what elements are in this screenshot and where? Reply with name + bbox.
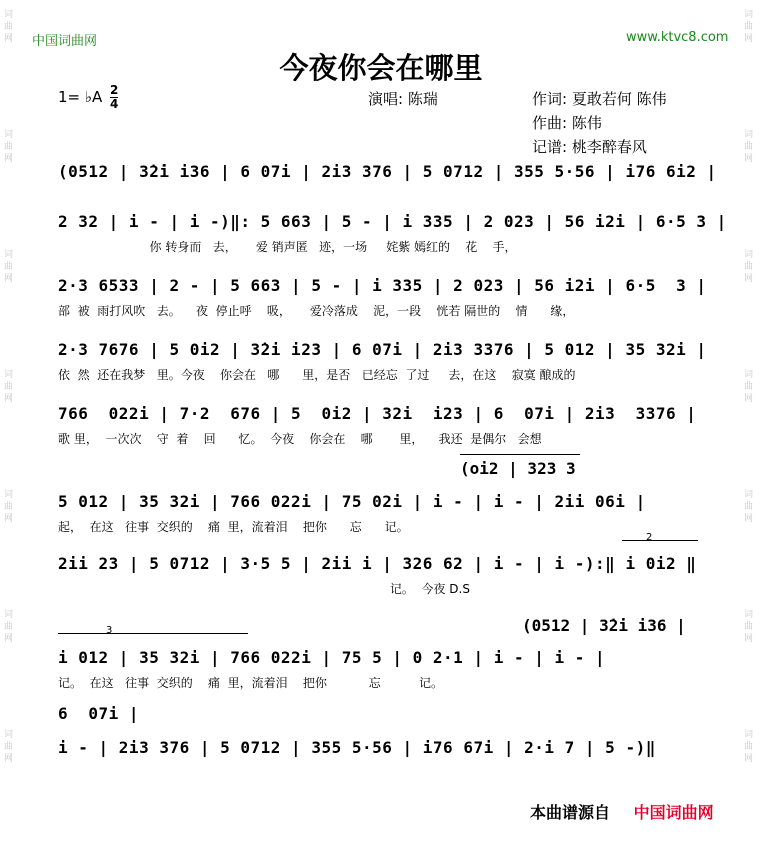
side-mark: 词: [744, 250, 754, 260]
notation: i 012 | 35 32i | 766 022i | 75 5 | 0 2·1 | i - | i - |: [58, 648, 606, 667]
footer-source: [530, 800, 714, 823]
side-mark: 词: [4, 130, 14, 140]
repeat-bracket-text: (oi2 | 323 3: [460, 459, 576, 478]
side-mark: 词: [744, 490, 754, 500]
third-ending-number: 3: [106, 625, 113, 636]
score-line-2: [0, 212, 762, 272]
lyrics: 依 然 还在我梦 里。今夜 你会在 哪 里，是否 已经忘 了过 去，在这 寂寞 酿成的: [58, 368, 576, 382]
side-mark: 曲: [744, 382, 754, 392]
lyrics: 部 被 雨打风吹 去。 夜 停止呼 吸， 爱冷落成 泥，一段 恍若 隔世的 情 缘，: [58, 304, 575, 318]
side-mark: 词: [744, 10, 754, 20]
side-mark: 曲: [744, 742, 754, 752]
lyrics: 记。 今夜 D.S: [58, 582, 470, 596]
notation: i - | 2i3 376 | 5 0712 | 355 5·56 | i76 67i | 2·i 7 | 5 -)‖: [58, 738, 656, 757]
side-mark: 词: [744, 370, 754, 380]
lyricist-credit: 作词: 夏敢若何 陈伟: [532, 90, 667, 108]
side-mark: 曲: [744, 262, 754, 272]
score-line-3: [0, 276, 762, 336]
score-line-8: [0, 648, 762, 708]
side-mark: 网: [4, 634, 14, 644]
side-mark: 网: [744, 274, 754, 284]
side-mark: 网: [744, 154, 754, 164]
score-line-7: [0, 554, 762, 614]
side-mark: 词: [4, 370, 14, 380]
key-signature: 1= ♭A: [58, 88, 103, 106]
notation: 766 022i | 7·2 676 | 5 0i2 | 32i i23 | 6 07i | 2i3 3376 |: [58, 404, 697, 423]
notation: (0512 | 3̇2̇i i36 | 6 07i | 2i3 376 | 5 0712 | 355 5·56 | i76 6i2 |: [58, 162, 717, 181]
side-mark: 曲: [744, 142, 754, 152]
time-bottom: 4: [110, 97, 119, 111]
time-signature: [110, 84, 118, 111]
side-mark: 网: [744, 634, 754, 644]
side-mark: 词: [744, 130, 754, 140]
notation: 2·3 6533 | 2 - | 5 663 | 5 - | i 335 | 2 023 | 56 i2i | 6·5 3 |: [58, 276, 707, 295]
side-mark: 词: [4, 730, 14, 740]
side-mark: 网: [744, 394, 754, 404]
singer-credit: 演唱: 陈瑞: [368, 90, 438, 108]
intro-bracket-text: (0512 | 3̇2̇i i36 |: [522, 616, 686, 635]
side-mark: 网: [4, 34, 14, 44]
notation: 2ii 23 | 5 0712 | 3·5 5 | 2ii i | 326 62 | i - | i -):‖ i 0i2 ‖: [58, 554, 697, 573]
score-line-5: [0, 404, 762, 464]
side-mark: 曲: [4, 742, 14, 752]
score-line-6: [0, 492, 762, 552]
side-mark: 曲: [4, 382, 14, 392]
side-mark: 网: [4, 154, 14, 164]
site-name-left: 中国词曲网: [32, 34, 98, 49]
side-mark: 词: [4, 610, 14, 620]
side-mark: 曲: [744, 502, 754, 512]
song-title: 今夜你会在哪里: [279, 51, 483, 85]
second-ending-number: 2: [646, 532, 653, 543]
site-url[interactable]: www.ktvc8.com: [626, 30, 729, 45]
coda-pre-line: 6 07i |: [58, 704, 140, 723]
side-mark: 曲: [744, 622, 754, 632]
score-line-4: [0, 340, 762, 400]
repeat-bracket-line: [460, 454, 580, 455]
transcriber-credit: 记谱: 桃李醉春风: [532, 138, 647, 156]
lyrics: 你 转身而 去， 爱 销声匿 迹，一场 姹紫 嫣红的 花 手，: [58, 240, 517, 254]
source-site[interactable]: 中国词曲网: [633, 803, 714, 822]
notation: 2·3 7676 | 5 0i2 | 3̇2i i23 | 6 07i | 2i3 3376 | 5 012 | 35 32i |: [58, 340, 707, 359]
notation: 5 012 | 35 32i | 766 022i | 75 02i | i - | i - | 2ii 06i |: [58, 492, 646, 511]
lyrics: 记。 在这 往事 交织的 痛 里，流着泪 把你 忘 记。: [58, 676, 443, 690]
side-mark: 曲: [4, 22, 14, 32]
side-mark: 曲: [4, 142, 14, 152]
side-mark: 网: [4, 754, 14, 764]
side-mark: 词: [744, 730, 754, 740]
side-mark: 网: [744, 514, 754, 524]
third-ending-line: [58, 633, 248, 634]
second-ending-line: [622, 540, 698, 541]
side-mark: 网: [744, 34, 754, 44]
composer-credit: 作曲: 陈伟: [532, 114, 602, 132]
time-top: 2: [110, 83, 119, 97]
notation: 2 32 | i - | i -)‖: 5 663 | 5 - | i 335 | 2 023 | 56 i2i | 6·5 3 |: [58, 212, 727, 231]
source-label: 本曲谱源自: [530, 803, 611, 822]
side-mark: 曲: [4, 262, 14, 272]
side-mark: 曲: [744, 22, 754, 32]
side-mark: 网: [4, 514, 14, 524]
side-mark: 曲: [4, 502, 14, 512]
side-mark: 词: [4, 490, 14, 500]
side-mark: 网: [4, 394, 14, 404]
side-mark: 网: [4, 274, 14, 284]
side-mark: 词: [4, 10, 14, 20]
side-mark: 曲: [4, 622, 14, 632]
side-mark: 词: [4, 250, 14, 260]
lyrics: 歌 里， 一次次 守 着 回 忆。 今夜 你会在 哪 里， 我还 是偶尔 会想: [58, 432, 542, 446]
lyrics: 起， 在这 往事 交织的 痛 里，流着泪 把你 忘 记。: [58, 520, 409, 534]
side-mark: 词: [744, 610, 754, 620]
side-mark: 网: [744, 754, 754, 764]
score-line-9: [0, 738, 762, 798]
